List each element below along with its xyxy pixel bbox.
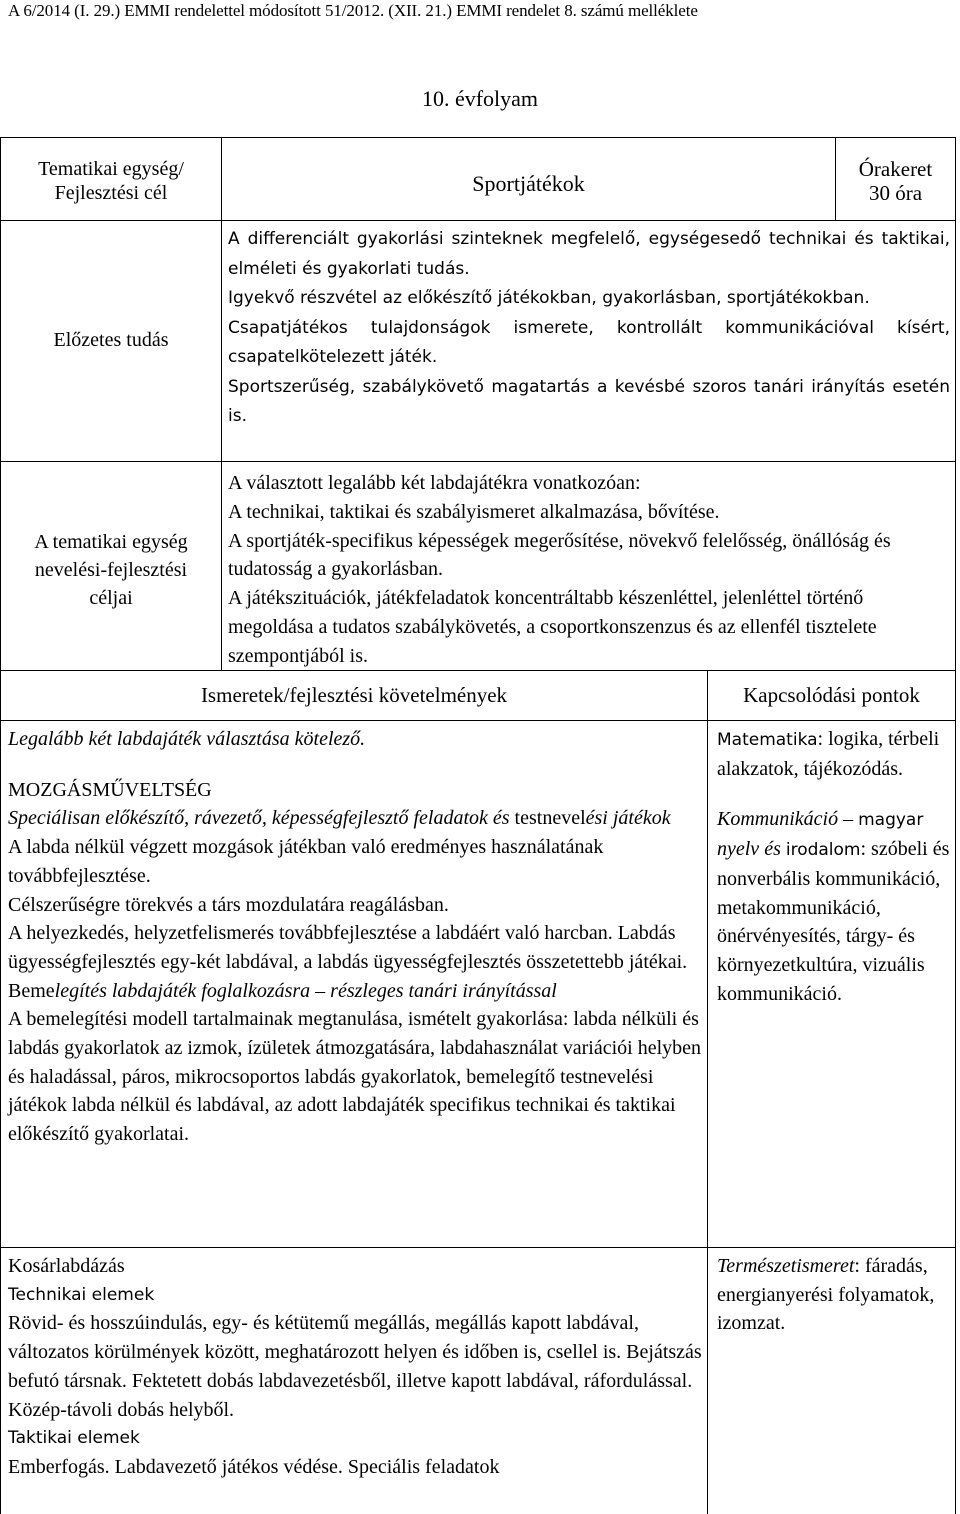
paragraph: A labda nélkül végzett mozgások játékban való eredményes használatának továbbfejlesztése. xyxy=(8,836,604,887)
regulation-header: A 6/2014 (I. 29.) EMMI rendelettel módosított 51/2012. (XII. 21.) EMMI rendelet 8. számú melléklete xyxy=(8,1,698,20)
goals-item: A játékszituációk, játékfeladatok koncentráltabb készenléttel, jelenléttel történő megoldása a tudatos szabálykövetés, a csoportkonszenzus és az ellenfél tisztelete szempontjából is. xyxy=(228,587,877,667)
hours-cell xyxy=(836,157,955,205)
grade-title: 10. évfolyam xyxy=(421,86,539,111)
connections-content xyxy=(717,725,951,1008)
goals-content xyxy=(228,469,950,671)
prior-knowledge-content xyxy=(228,225,950,432)
prior-knowledge-item: Sportszerűség, szabálykövető magatartás a kevésbé szoros tanári irányítás esetén is. xyxy=(228,376,950,426)
goals-label xyxy=(1,528,221,612)
intro-note: Legalább két labdajáték választása kötelező. xyxy=(8,728,366,750)
paragraph: Emberfogás. Labdavezető játékos védése. Speciális feladatok xyxy=(8,1455,500,1478)
prior-knowledge-label: Előzetes tudás xyxy=(53,329,169,351)
subsection-title: Technikai elemek xyxy=(8,1284,155,1305)
connection-item: Kommunikáció – magyar nyelv és irodalom: szóbeli és nonverbális kommunikáció, metakommunikáció, önérvényesítés, tárgy- és környezetkultúra, vizuális kommunikáció. xyxy=(717,808,950,1005)
row-divider xyxy=(0,1247,956,1248)
goals-item: A választott legalább két labdajátékra vonatkozóan: xyxy=(228,472,641,494)
paragraph: A helyezkedés, helyzetfelismerés továbbfejlesztése a labdáért való harcban. Labdás ügyességfejlesztés egy-két labdával, a labdás ügyességfejlesztés összetettebb játékai. xyxy=(8,922,688,973)
row1-label xyxy=(1,157,221,205)
unit-title: Sportjátékok xyxy=(472,171,585,196)
goals-label-line: céljai xyxy=(89,587,133,609)
requirements-content xyxy=(8,725,702,1149)
goals-item: A technikai, taktikai és szabályismeret alkalmazása, bővítése. xyxy=(228,500,720,523)
row1-label-line: Fejlesztési cél xyxy=(54,182,168,204)
row-divider xyxy=(0,461,956,462)
row-divider xyxy=(0,720,956,721)
goals-item: A sportjáték-specifikus képességek megerősítése, növekvő felelősség, önállóság és tudatosság a gyakorlásban. xyxy=(228,529,891,581)
paragraph: Célszerűségre törekvés a társ mozdulatára reagálásban. xyxy=(8,893,449,916)
prior-knowledge-item: A differenciált gyakorlási szinteknek megfelelő, egységesedő technikai és taktikai, elméleti és gyakorlati tudás. xyxy=(228,229,950,279)
connection-item: Természetismeret: fáradás, energianyerési folyamatok, izomzat. xyxy=(717,1255,935,1335)
table-border-right xyxy=(955,137,956,1514)
table-border-top xyxy=(0,137,956,138)
section-title: MOZGÁSMŰVELTSÉG xyxy=(8,778,212,801)
hours-value: 30 óra xyxy=(868,181,923,205)
paragraph: A bemelegítési modell tartalmainak megtanulása, ismételt gyakorlása: labda nélküli és labdás gyakorlatok az izmok, ízületek átmozgatására, labdahasználat variációi helyben és haladással, páros, mikrocsoportos labdás gyakorlatok, bemelegítő testnevelési játékok labda nélkül és labdával, az adott labdajáték specifikus technikai és taktikai előkészítő gyakorlatai. xyxy=(8,1008,702,1146)
subsection-title: Taktikai elemek xyxy=(8,1428,140,1449)
subsection-title: Bemelegítés labdajáték foglalkozásra – részleges tanári irányítással xyxy=(8,979,557,1002)
paragraph: Rövid- és hosszúindulás, egy- és kétütemű megállás, megállás kapott labdával, változatos körülmények között, meghatározott helyen és időben is, csellel is. Bejátszás befutó társnak. Fektetett dobás labdavezetésből, illetve kapott labdával, ráfordulással. Közép-távoli dobás helyből. xyxy=(8,1312,702,1421)
column-divider xyxy=(707,670,708,1514)
goals-label-line: nevelési-fejlesztési xyxy=(34,559,188,581)
goals-label-line: A tematikai egység xyxy=(34,531,188,553)
basketball-content xyxy=(8,1252,702,1482)
requirements-header: Ismeretek/fejlesztési követelmények xyxy=(200,683,508,707)
prior-knowledge-item: Csapatjátékos tulajdonságok ismerete, kontrollált kommunikációval kísért, csapatelkötelezett játék. xyxy=(228,317,950,367)
subsection-title: Speciálisan előkészítő, rávezető, képességfejlesztő feladatok és testnevelési játékok xyxy=(8,807,671,830)
row-divider xyxy=(0,220,956,221)
connections-header: Kapcsolódási pontok xyxy=(743,683,920,707)
column-divider xyxy=(221,137,222,670)
basketball-connections xyxy=(717,1252,951,1338)
connection-item: Matematika: logika, térbeli alakzatok, tájékozódás. xyxy=(717,728,940,780)
hours-label: Órakeret xyxy=(858,157,933,181)
row1-label-line: Tematikai egység/ xyxy=(38,158,184,180)
prior-knowledge-item: Igyekvő részvétel az előkészítő játékokban, gyakorlásban, sportjátékokban. xyxy=(228,288,870,308)
sport-title: Kosárlabdázás xyxy=(8,1255,125,1277)
